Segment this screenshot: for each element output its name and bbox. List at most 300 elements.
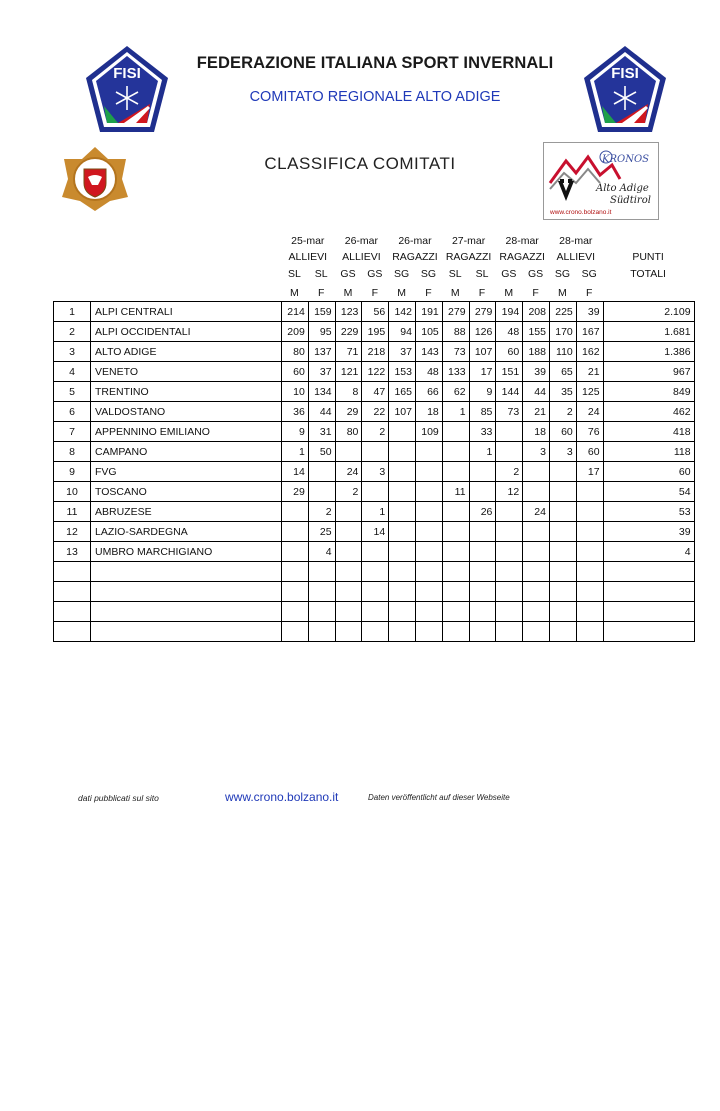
column-discipline: SL <box>475 268 489 280</box>
row-points-cell <box>469 542 496 562</box>
row-points-cell <box>523 622 550 642</box>
row-committee-name <box>91 562 282 582</box>
row-position: 7 <box>54 422 91 442</box>
row-points-cell: 229 <box>335 322 362 342</box>
row-points-cell: 2 <box>496 462 523 482</box>
fisi-logo-text: FISI <box>611 65 639 82</box>
row-points-cell: 3 <box>523 442 550 462</box>
table-row <box>54 342 695 362</box>
row-points-cell <box>496 422 523 442</box>
row-points-cell: 21 <box>576 362 603 382</box>
column-discipline: SL <box>448 268 462 280</box>
row-total-points <box>603 582 694 602</box>
row-points-cell <box>282 502 309 522</box>
row-points-cell: 214 <box>282 302 309 322</box>
row-points-cell <box>576 502 603 522</box>
row-points-cell: 12 <box>496 482 523 502</box>
row-points-cell <box>576 622 603 642</box>
row-points-cell: 24 <box>335 462 362 482</box>
row-committee-name: ALTO ADIGE <box>91 342 282 362</box>
row-points-cell <box>362 482 389 502</box>
column-sex: F <box>478 287 486 299</box>
column-category: ALLIEVI <box>342 251 381 263</box>
row-position: 3 <box>54 342 91 362</box>
row-points-cell: 80 <box>335 422 362 442</box>
column-category: ALLIEVI <box>556 251 596 263</box>
page-title: CLASSIFICA COMITATI <box>264 154 456 173</box>
row-points-cell: 167 <box>576 322 603 342</box>
row-points-cell <box>282 602 309 622</box>
row-points-cell: 155 <box>523 322 550 342</box>
row-points-cell: 126 <box>469 322 496 342</box>
row-points-cell: 153 <box>389 362 416 382</box>
row-points-cell: 21 <box>523 402 550 422</box>
kronos-logo <box>543 142 659 220</box>
table-row <box>54 442 695 462</box>
table-row <box>54 482 695 502</box>
row-points-cell: 225 <box>549 302 576 322</box>
row-position: 2 <box>54 322 91 342</box>
row-points-cell <box>335 602 362 622</box>
row-points-cell <box>549 602 576 622</box>
row-points-cell <box>362 442 389 462</box>
table-row <box>54 522 695 542</box>
table-row <box>54 382 695 402</box>
kronos-line1: Alto Adige <box>596 183 649 194</box>
footer-website-link[interactable]: www.crono.bolzano.it <box>225 790 339 804</box>
row-total-points <box>603 562 694 582</box>
row-points-cell <box>415 542 442 562</box>
row-points-cell: 134 <box>308 382 335 402</box>
row-points-cell: 39 <box>576 302 603 322</box>
row-points-cell: 1 <box>362 502 389 522</box>
row-points-cell <box>549 522 576 542</box>
row-points-cell: 121 <box>335 362 362 382</box>
row-points-cell: 2 <box>308 502 335 522</box>
footer-note-german: Daten veröffentlicht auf dieser Webseite <box>368 793 510 802</box>
kronos-name: KRONOS <box>602 154 649 165</box>
row-points-cell <box>362 602 389 622</box>
row-points-cell <box>523 562 550 582</box>
table-row <box>54 602 695 622</box>
row-points-cell: 1 <box>469 442 496 462</box>
row-points-cell <box>576 482 603 502</box>
row-points-cell <box>523 602 550 622</box>
row-points-cell: 1 <box>282 442 309 462</box>
row-total-points: 1.386 <box>603 342 694 362</box>
row-points-cell <box>389 462 416 482</box>
table-row <box>54 582 695 602</box>
row-points-cell: 17 <box>576 462 603 482</box>
column-category: RAGAZZI <box>392 251 438 263</box>
row-points-cell: 3 <box>362 462 389 482</box>
row-total-points: 2.109 <box>603 302 694 322</box>
row-points-cell <box>549 582 576 602</box>
row-points-cell: 2 <box>335 482 362 502</box>
row-position: 1 <box>54 302 91 322</box>
row-points-cell: 4 <box>308 542 335 562</box>
row-committee-name: APPENNINO EMILIANO <box>91 422 282 442</box>
row-points-cell: 218 <box>362 342 389 362</box>
row-points-cell <box>523 462 550 482</box>
row-points-cell <box>469 582 496 602</box>
row-points-cell: 14 <box>282 462 309 482</box>
points-header: PUNTI <box>632 251 664 263</box>
row-points-cell <box>496 542 523 562</box>
row-total-points: 1.681 <box>603 322 694 342</box>
row-position: 8 <box>54 442 91 462</box>
row-points-cell: 9 <box>469 382 496 402</box>
row-points-cell <box>389 622 416 642</box>
row-points-cell: 279 <box>469 302 496 322</box>
row-points-cell <box>362 582 389 602</box>
row-points-cell: 110 <box>549 342 576 362</box>
row-points-cell <box>282 542 309 562</box>
row-points-cell <box>442 442 469 462</box>
table-row <box>54 422 695 442</box>
row-committee-name: ALPI CENTRALI <box>91 302 282 322</box>
row-points-cell <box>415 462 442 482</box>
row-points-cell <box>308 622 335 642</box>
row-points-cell: 76 <box>576 422 603 442</box>
row-points-cell: 151 <box>496 362 523 382</box>
row-position <box>54 622 91 642</box>
row-points-cell <box>576 602 603 622</box>
row-points-cell: 122 <box>362 362 389 382</box>
column-date: 28-mar <box>559 235 593 247</box>
row-points-cell: 37 <box>308 362 335 382</box>
row-points-cell: 9 <box>282 422 309 442</box>
row-total-points: 967 <box>603 362 694 382</box>
row-points-cell: 208 <box>523 302 550 322</box>
row-points-cell: 3 <box>549 442 576 462</box>
points-header: TOTALI <box>630 268 666 280</box>
column-discipline: SL <box>314 268 328 280</box>
row-points-cell <box>362 562 389 582</box>
row-points-cell <box>282 562 309 582</box>
row-total-points: 39 <box>603 522 694 542</box>
table-row <box>54 622 695 642</box>
row-points-cell: 18 <box>415 402 442 422</box>
row-points-cell <box>362 542 389 562</box>
row-points-cell <box>308 482 335 502</box>
row-points-cell <box>469 602 496 622</box>
row-points-cell: 209 <box>282 322 309 342</box>
row-points-cell <box>469 522 496 542</box>
row-points-cell <box>549 462 576 482</box>
row-points-cell: 25 <box>308 522 335 542</box>
column-discipline: GS <box>367 268 383 280</box>
row-total-points: 4 <box>603 542 694 562</box>
column-category: RAGAZZI <box>499 251 545 263</box>
row-position <box>54 582 91 602</box>
row-total-points <box>603 602 694 622</box>
row-points-cell <box>389 562 416 582</box>
row-points-cell <box>308 582 335 602</box>
row-points-cell: 48 <box>496 322 523 342</box>
standings-table <box>53 301 695 642</box>
column-sex: F <box>371 287 378 299</box>
federation-title: FEDERAZIONE ITALIANA SPORT INVERNALI <box>196 54 554 72</box>
row-points-cell <box>549 622 576 642</box>
row-points-cell: 107 <box>389 402 416 422</box>
row-points-cell: 133 <box>442 362 469 382</box>
row-points-cell: 279 <box>442 302 469 322</box>
row-points-cell <box>576 562 603 582</box>
row-points-cell: 143 <box>415 342 442 362</box>
row-points-cell: 165 <box>389 382 416 402</box>
row-committee-name: LAZIO-SARDEGNA <box>91 522 282 542</box>
row-points-cell <box>549 482 576 502</box>
row-points-cell: 95 <box>308 322 335 342</box>
row-points-cell <box>442 622 469 642</box>
row-points-cell: 137 <box>308 342 335 362</box>
row-total-points: 462 <box>603 402 694 422</box>
row-points-cell: 17 <box>469 362 496 382</box>
fisi-logo-text: FISI <box>113 65 141 82</box>
row-points-cell: 159 <box>308 302 335 322</box>
row-points-cell <box>442 522 469 542</box>
column-date: 25-mar <box>291 235 325 247</box>
table-row <box>54 402 695 422</box>
row-total-points: 418 <box>603 422 694 442</box>
column-sex: M <box>343 287 353 299</box>
row-points-cell <box>389 502 416 522</box>
row-points-cell: 66 <box>415 382 442 402</box>
row-points-cell <box>442 542 469 562</box>
row-points-cell <box>282 522 309 542</box>
row-points-cell <box>389 542 416 562</box>
row-points-cell <box>308 462 335 482</box>
row-points-cell <box>415 602 442 622</box>
row-points-cell <box>549 562 576 582</box>
column-sex: F <box>425 287 432 299</box>
row-points-cell <box>415 502 442 522</box>
row-points-cell <box>576 522 603 542</box>
column-sex: M <box>397 287 406 299</box>
row-points-cell <box>549 542 576 562</box>
row-total-points: 53 <box>603 502 694 522</box>
row-points-cell: 60 <box>549 422 576 442</box>
column-category: RAGAZZI <box>445 251 492 263</box>
row-points-cell <box>576 582 603 602</box>
table-row <box>54 562 695 582</box>
row-points-cell <box>469 622 496 642</box>
column-sex: M <box>290 287 299 299</box>
row-committee-name <box>91 622 282 642</box>
row-points-cell: 29 <box>335 402 362 422</box>
table-row <box>54 462 695 482</box>
row-points-cell: 80 <box>282 342 309 362</box>
row-position: 9 <box>54 462 91 482</box>
row-points-cell <box>415 622 442 642</box>
row-points-cell <box>335 522 362 542</box>
column-discipline: SG <box>394 268 410 280</box>
row-points-cell <box>496 522 523 542</box>
column-discipline: GS <box>501 268 517 280</box>
row-committee-name: ABRUZESE <box>91 502 282 522</box>
row-points-cell <box>469 462 496 482</box>
row-points-cell <box>442 422 469 442</box>
row-points-cell <box>335 622 362 642</box>
row-committee-name: VENETO <box>91 362 282 382</box>
committee-subtitle: COMITATO REGIONALE ALTO ADIGE <box>249 89 501 105</box>
row-points-cell <box>389 602 416 622</box>
row-points-cell: 60 <box>496 342 523 362</box>
row-points-cell <box>442 602 469 622</box>
row-points-cell <box>523 542 550 562</box>
row-points-cell: 24 <box>576 402 603 422</box>
row-points-cell: 18 <box>523 422 550 442</box>
row-points-cell <box>442 462 469 482</box>
column-date: 27-mar <box>451 235 486 247</box>
row-points-cell: 162 <box>576 342 603 362</box>
row-points-cell: 36 <box>282 402 309 422</box>
row-committee-name: ALPI OCCIDENTALI <box>91 322 282 342</box>
row-position: 6 <box>54 402 91 422</box>
row-points-cell: 125 <box>576 382 603 402</box>
table-row <box>54 322 695 342</box>
row-points-cell: 73 <box>496 402 523 422</box>
column-discipline: SL <box>287 268 301 280</box>
row-points-cell: 48 <box>415 362 442 382</box>
table-row <box>54 502 695 522</box>
row-points-cell: 2 <box>362 422 389 442</box>
row-points-cell <box>335 562 362 582</box>
row-points-cell <box>389 582 416 602</box>
row-points-cell <box>389 522 416 542</box>
row-points-cell: 2 <box>549 402 576 422</box>
table-row <box>54 542 695 562</box>
column-discipline: SG <box>420 268 436 280</box>
row-position: 13 <box>54 542 91 562</box>
row-points-cell <box>469 482 496 502</box>
row-points-cell: 142 <box>389 302 416 322</box>
fisi-logo-left <box>84 44 170 136</box>
column-date: 26-mar <box>398 235 432 247</box>
row-position: 12 <box>54 522 91 542</box>
row-points-cell: 26 <box>469 502 496 522</box>
row-total-points: 849 <box>603 382 694 402</box>
row-points-cell <box>415 442 442 462</box>
fisi-logo-right <box>582 44 668 136</box>
row-points-cell: 33 <box>469 422 496 442</box>
row-points-cell <box>335 542 362 562</box>
row-points-cell: 107 <box>469 342 496 362</box>
row-points-cell <box>389 442 416 462</box>
row-committee-name: FVG <box>91 462 282 482</box>
row-points-cell: 85 <box>469 402 496 422</box>
row-points-cell: 88 <box>442 322 469 342</box>
row-points-cell <box>442 502 469 522</box>
row-points-cell <box>523 482 550 502</box>
row-points-cell <box>496 622 523 642</box>
row-points-cell <box>576 542 603 562</box>
row-position <box>54 562 91 582</box>
row-points-cell <box>496 442 523 462</box>
row-committee-name: UMBRO MARCHIGIANO <box>91 542 282 562</box>
column-category: ALLIEVI <box>288 251 328 263</box>
row-points-cell: 24 <box>523 502 550 522</box>
row-points-cell <box>415 582 442 602</box>
row-points-cell <box>335 582 362 602</box>
row-points-cell <box>389 422 416 442</box>
column-sex: M <box>450 287 460 299</box>
row-points-cell: 170 <box>549 322 576 342</box>
row-points-cell <box>308 562 335 582</box>
row-points-cell: 71 <box>335 342 362 362</box>
column-date: 26-mar <box>344 235 379 247</box>
row-points-cell <box>496 502 523 522</box>
row-position: 10 <box>54 482 91 502</box>
row-points-cell: 123 <box>335 302 362 322</box>
column-discipline: GS <box>340 268 356 280</box>
row-points-cell: 1 <box>442 402 469 422</box>
row-points-cell <box>335 442 362 462</box>
row-points-cell: 105 <box>415 322 442 342</box>
row-total-points: 118 <box>603 442 694 462</box>
column-date: 28-mar <box>505 235 539 247</box>
row-points-cell <box>335 502 362 522</box>
kronos-url[interactable]: www.crono.bolzano.it <box>550 209 612 216</box>
row-points-cell: 144 <box>496 382 523 402</box>
row-points-cell: 10 <box>282 382 309 402</box>
row-total-points <box>603 622 694 642</box>
alto-adige-crest-logo <box>60 145 130 213</box>
row-points-cell: 60 <box>282 362 309 382</box>
row-points-cell: 65 <box>549 362 576 382</box>
row-points-cell: 73 <box>442 342 469 362</box>
column-discipline: SG <box>581 268 597 280</box>
row-position <box>54 602 91 622</box>
row-points-cell <box>496 602 523 622</box>
row-points-cell <box>415 562 442 582</box>
row-points-cell <box>523 582 550 602</box>
row-points-cell: 31 <box>308 422 335 442</box>
row-points-cell <box>442 582 469 602</box>
column-sex: M <box>504 287 514 299</box>
row-points-cell: 44 <box>308 402 335 422</box>
row-points-cell <box>415 522 442 542</box>
row-position: 11 <box>54 502 91 522</box>
row-points-cell <box>549 502 576 522</box>
row-committee-name: VALDOSTANO <box>91 402 282 422</box>
row-total-points: 60 <box>603 462 694 482</box>
row-points-cell: 44 <box>523 382 550 402</box>
row-points-cell: 37 <box>389 342 416 362</box>
row-points-cell: 47 <box>362 382 389 402</box>
row-points-cell: 188 <box>523 342 550 362</box>
row-position: 5 <box>54 382 91 402</box>
row-points-cell: 191 <box>415 302 442 322</box>
column-discipline: SG <box>554 268 570 280</box>
row-points-cell: 56 <box>362 302 389 322</box>
row-committee-name: TRENTINO <box>91 382 282 402</box>
row-points-cell: 194 <box>496 302 523 322</box>
row-committee-name: TOSCANO <box>91 482 282 502</box>
row-points-cell <box>415 482 442 502</box>
row-points-cell: 62 <box>442 382 469 402</box>
column-sex: F <box>585 287 593 299</box>
row-committee-name <box>91 602 282 622</box>
column-sex: M <box>558 287 567 299</box>
row-position: 4 <box>54 362 91 382</box>
row-points-cell <box>282 622 309 642</box>
row-points-cell: 195 <box>362 322 389 342</box>
table-row <box>54 362 695 382</box>
column-sex: F <box>317 287 325 299</box>
table-row <box>54 302 695 322</box>
